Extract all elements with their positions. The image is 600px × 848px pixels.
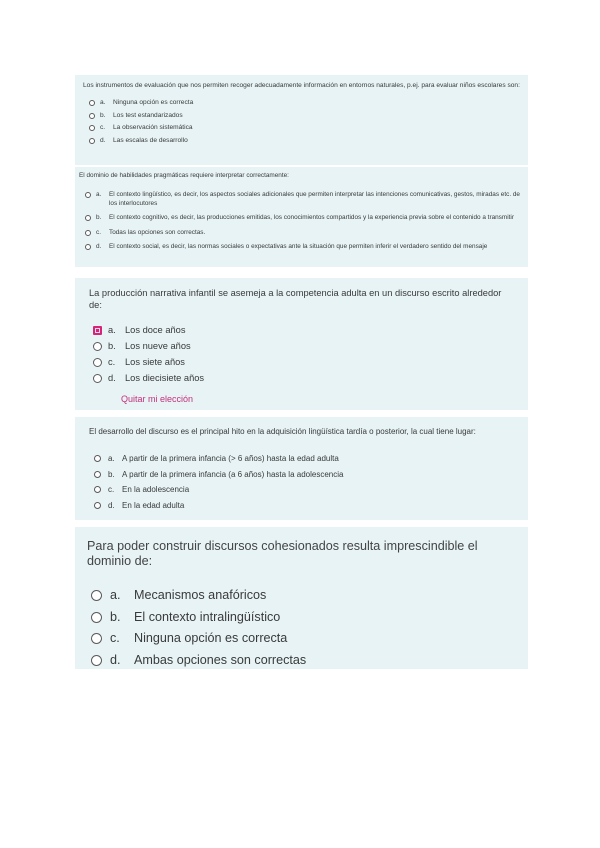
radio-icon[interactable] <box>91 590 102 601</box>
question-card-1 <box>75 75 528 165</box>
option-text: La observación sistemática <box>113 124 193 131</box>
radio-icon[interactable] <box>89 138 95 144</box>
option-letter: b. <box>108 469 115 479</box>
radio-icon[interactable] <box>93 374 102 383</box>
answer-option-b[interactable] <box>89 470 514 486</box>
answer-option-b[interactable] <box>89 341 514 357</box>
option-text: Ninguna opción es correcta <box>113 99 194 106</box>
radio-icon[interactable] <box>89 100 95 106</box>
answer-option-d[interactable] <box>89 501 514 517</box>
radio-icon[interactable] <box>89 125 95 131</box>
option-text: Las escalas de desarrollo <box>113 136 188 144</box>
radio-icon[interactable] <box>89 113 95 119</box>
option-letter: b. <box>108 341 116 351</box>
answer-option-a[interactable] <box>89 454 514 470</box>
option-letter: b. <box>96 214 102 221</box>
option-letter: d. <box>108 500 115 510</box>
radio-icon[interactable] <box>91 612 102 623</box>
clear-choice-link[interactable]: Quitar mi elección <box>121 394 194 404</box>
question-text: El desarrollo del discurso es el principal hito en la adquisición lingüística tardía o posterior, la cual tiene lugar: <box>89 427 476 436</box>
answer-option-d[interactable] <box>79 243 524 252</box>
answer-option-d[interactable] <box>87 653 516 675</box>
option-letter: a. <box>100 99 106 106</box>
answer-option-c[interactable] <box>89 485 514 501</box>
radio-icon[interactable] <box>85 215 91 221</box>
option-text: Los doce años <box>125 325 186 335</box>
radio-icon[interactable] <box>85 244 91 250</box>
answer-option-c[interactable] <box>89 357 514 373</box>
answer-option-b[interactable] <box>83 112 520 125</box>
option-text: El contexto intralingüístico <box>134 609 281 624</box>
option-letter: b. <box>100 111 106 119</box>
answer-option-a[interactable] <box>89 325 514 341</box>
option-text: Todas las opciones son correctas. <box>109 228 206 236</box>
question-card-2 <box>75 167 528 267</box>
answer-option-a[interactable] <box>83 99 520 112</box>
question-card-5 <box>75 527 528 669</box>
radio-icon[interactable] <box>85 192 91 198</box>
option-text: Los siete años <box>125 357 185 367</box>
option-letter: a. <box>108 454 115 463</box>
answer-option-b[interactable] <box>87 610 516 632</box>
answer-option-a[interactable] <box>79 191 524 208</box>
option-text: El contexto lingüístico, es decir, los aspectos sociales adicionales que permiten interpretar las intenciones comunicativas, gestos, miradas etc. de los interlocutores <box>109 191 520 207</box>
option-text: Los test estandarizados <box>113 111 183 119</box>
answer-option-b[interactable] <box>79 214 524 223</box>
option-letter: a. <box>96 191 102 198</box>
answer-option-d[interactable] <box>83 137 520 150</box>
radio-icon[interactable] <box>91 655 102 666</box>
answer-option-c[interactable] <box>83 124 520 137</box>
option-letter: c. <box>96 228 101 236</box>
question-text: La producción narrativa infantil se asemeja a la competencia adulta en un discurso escrito alrededor de: <box>89 288 502 310</box>
option-letter: d. <box>110 652 121 667</box>
option-letter: c. <box>108 357 116 367</box>
option-text: A partir de la primera infancia (a 6 años) hasta la adolescencia <box>122 469 344 479</box>
radio-icon[interactable] <box>85 230 91 236</box>
option-letter: c. <box>100 124 106 131</box>
radio-icon[interactable] <box>91 633 102 644</box>
question-text: Para poder construir discursos cohesionados resulta imprescindible el dominio de: <box>87 539 478 568</box>
question-card-3 <box>75 278 528 410</box>
option-text: Los diecisiete años <box>125 373 205 383</box>
answer-option-a[interactable] <box>87 588 516 610</box>
option-letter: c. <box>108 485 115 494</box>
option-text: Mecanismos anafóricos <box>134 588 267 602</box>
question-text: Los instrumentos de evaluación que nos permiten recoger adecuadamente información en entornos naturales, p.ej. para evaluar niños escolares son: <box>83 82 520 89</box>
answer-option-c[interactable] <box>79 229 524 238</box>
radio-icon[interactable] <box>94 486 101 493</box>
answer-option-d[interactable] <box>89 373 514 389</box>
option-text: El contexto social, es decir, las normas sociales o expectativas ante la situación que permiten inferir el verdadero sentido del mensaje <box>109 243 488 250</box>
option-letter: c. <box>110 631 120 645</box>
option-letter: d. <box>100 136 106 144</box>
option-text: Ambas opciones son correctas <box>134 652 307 667</box>
option-text: Ninguna opción es correcta <box>134 631 288 645</box>
radio-icon[interactable] <box>93 358 102 367</box>
option-letter: d. <box>108 373 116 383</box>
option-letter: b. <box>110 609 121 624</box>
option-text: En la adolescencia <box>122 485 190 494</box>
option-text: Los nueve años <box>125 341 191 351</box>
option-text: El contexto cognitivo, es decir, las producciones emitidas, los conocimientos compartidos y la experiencia previa sobre el contenido a transmitir <box>109 214 514 221</box>
radio-icon[interactable] <box>94 502 101 509</box>
option-letter: d. <box>96 243 102 250</box>
radio-icon[interactable] <box>94 455 101 462</box>
option-letter: a. <box>110 588 121 602</box>
question-text: El dominio de habilidades pragmáticas requiere interpretar correctamente: <box>79 172 289 179</box>
radio-icon[interactable] <box>93 342 102 351</box>
question-card-4 <box>75 417 528 520</box>
option-text: En la edad adulta <box>122 500 185 510</box>
radio-selected-icon[interactable] <box>93 326 102 335</box>
radio-icon[interactable] <box>94 471 101 478</box>
option-letter: a. <box>108 325 116 335</box>
option-text: A partir de la primera infancia (> 6 años) hasta la edad adulta <box>122 454 339 463</box>
answer-option-c[interactable] <box>87 631 516 653</box>
